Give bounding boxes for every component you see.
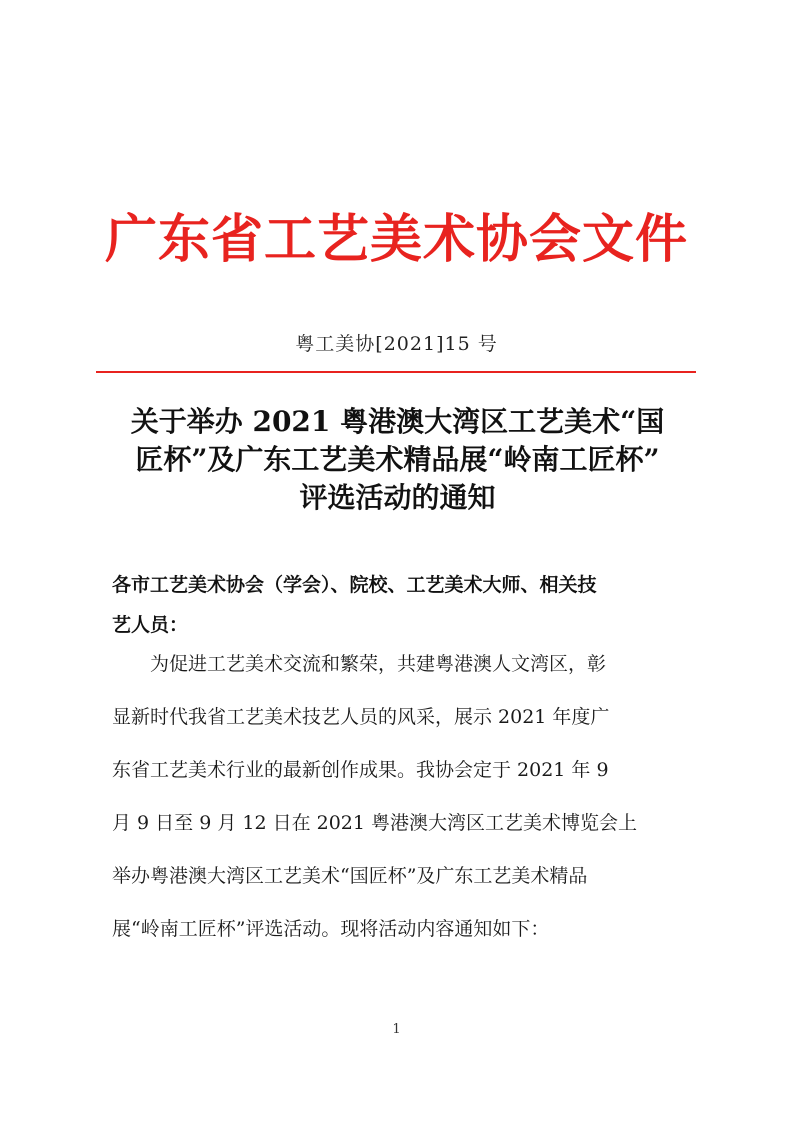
- body-line: 为促进工艺美术交流和繁荣，共建粤港澳人文湾区，彰: [150, 653, 607, 675]
- notice-title-line: 关于举办 2021 粤港澳大湾区工艺美术“国: [130, 405, 665, 438]
- document-header-title: 广东省工艺美术协会文件: [104, 209, 688, 270]
- salutation-line: 艺人员：: [112, 614, 189, 636]
- document-number: 粤工美协[2021]15 号: [295, 333, 498, 355]
- salutation-line: 各市工艺美术协会（学会）、院校、工艺美术大师、相关技: [112, 574, 597, 596]
- notice-title-line: 评选活动的通知: [299, 481, 496, 514]
- page-number: 1: [392, 1022, 401, 1037]
- notice-title: [120, 403, 675, 517]
- body-line: 东省工艺美术行业的最新创作成果。我协会定于 2021 年 9: [112, 759, 609, 781]
- body-line: 显新时代我省工艺美术技艺人员的风采，展示 2021 年度广: [112, 706, 610, 728]
- body-paragraph: [112, 638, 692, 956]
- salutation: [112, 565, 692, 645]
- body-line: 展“岭南工匠杯”评选活动。现将活动内容通知如下：: [112, 918, 550, 940]
- body-line: 月 9 日至 9 月 12 日在 2021 粤港澳大湾区工艺美术博览会上: [112, 812, 638, 834]
- header-divider: [96, 371, 696, 373]
- notice-title-line: 匠杯”及广东工艺美术精品展“岭南工匠杯”: [135, 443, 660, 476]
- body-line: 举办粤港澳大湾区工艺美术“国匠杯”及广东工艺美术精品: [112, 865, 588, 887]
